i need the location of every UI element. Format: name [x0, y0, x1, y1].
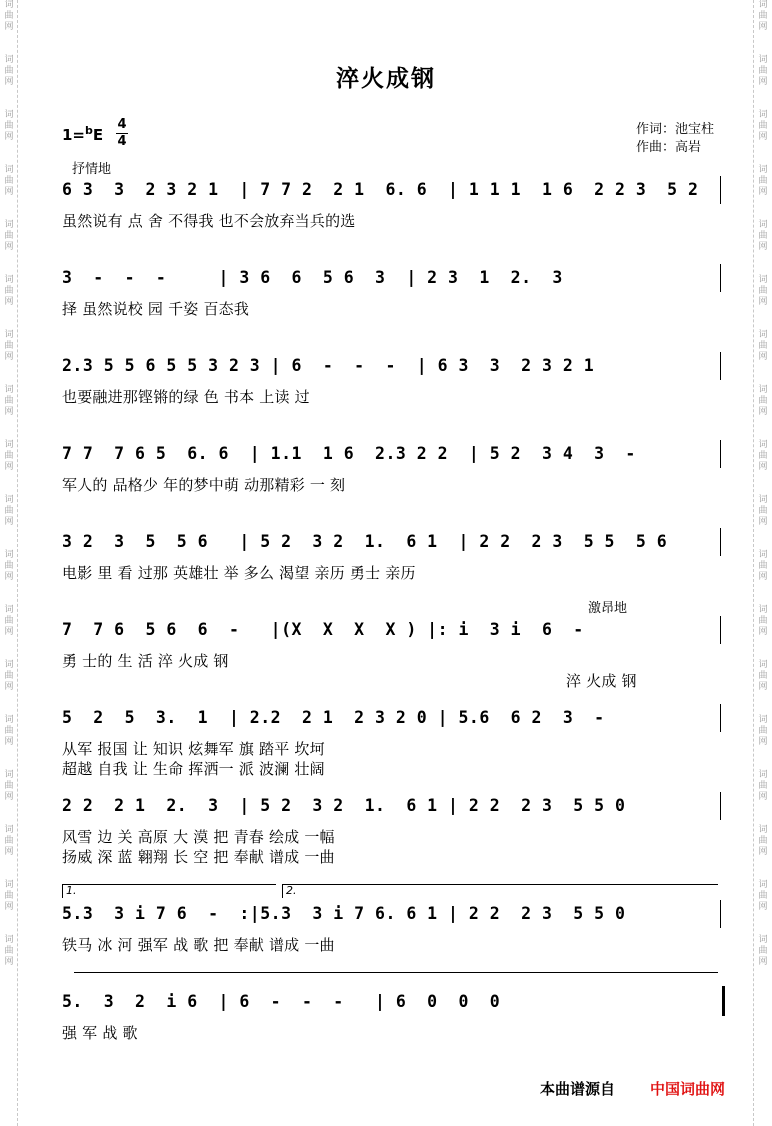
watermark-char: 曲 — [4, 451, 14, 461]
lyrics-line-1: 虽然说有 点 舍 不得我 也不会放弃当兵的选 — [62, 212, 356, 230]
volta-first-edge — [62, 884, 63, 898]
watermark-char: 网 — [4, 77, 14, 87]
volta-second-label: 2. — [286, 884, 297, 897]
watermark-char: 网 — [4, 682, 14, 692]
watermark-char: 词 — [4, 385, 14, 395]
watermark-char: 网 — [4, 187, 14, 197]
volta-first-label: 1. — [66, 884, 77, 897]
watermark-char: 曲 — [758, 616, 768, 626]
watermark-char: 曲 — [758, 836, 768, 846]
barline — [720, 176, 721, 204]
barline — [720, 704, 721, 732]
watermark-char: 曲 — [4, 946, 14, 956]
watermark-char: 曲 — [758, 231, 768, 241]
watermark-char: 词 — [4, 880, 14, 890]
watermark-char: 词 — [4, 330, 14, 340]
watermark-char: 网 — [758, 242, 768, 252]
lyrics-line-7a: 从军 报国 让 知识 炫舞军 旗 踏平 坎坷 — [62, 740, 325, 758]
watermark-char: 曲 — [4, 726, 14, 736]
time-signature-top: 4 — [117, 117, 127, 132]
watermark-char: 网 — [758, 297, 768, 307]
watermark-char: 网 — [4, 847, 14, 857]
watermark-char: 曲 — [4, 396, 14, 406]
watermark-char: 词 — [4, 440, 14, 450]
lyrics-line-2: 择 虽然说校 园 千姿 百态我 — [62, 300, 250, 318]
notation-line-6: 7 7 6 5 6 6 - |(X X X X ) |: i 3 i 6 - — [62, 620, 584, 639]
notation-line-3: 2.3 5 5 6 5 5 3 2 3 | 6 - - - | 6 3 3 2 3 2 1 — [62, 356, 595, 375]
barline — [720, 900, 721, 928]
watermark-char: 曲 — [758, 946, 768, 956]
notation-line-7: 5 2 5 3. 1 | 2.2 2 1 2 3 2 0 | 5.6 6 2 3 - — [62, 708, 605, 727]
left-dashed-border — [17, 0, 18, 1126]
watermark-char: 网 — [758, 902, 768, 912]
watermark-char: 曲 — [4, 671, 14, 681]
watermark-char: 曲 — [4, 11, 14, 21]
watermark-char: 曲 — [758, 891, 768, 901]
watermark-char: 网 — [758, 847, 768, 857]
barline — [720, 440, 721, 468]
notation-line-2: 3 - - - | 3 6 6 5 6 3 | 2 3 1 2. 3 — [62, 268, 563, 287]
watermark-char: 曲 — [4, 561, 14, 571]
watermark-char: 词 — [4, 825, 14, 835]
watermark-char: 词 — [758, 330, 768, 340]
watermark-char: 网 — [758, 187, 768, 197]
notation-line-4: 7 7 7 6 5 6. 6 | 1.1 1 6 2.3 2 2 | 5 2 3 4 3 - — [62, 444, 636, 463]
lyrics-line-5: 电影 里 看 过那 英雄壮 举 多么 渴望 亲历 勇士 亲历 — [62, 564, 416, 582]
watermark-char: 网 — [4, 792, 14, 802]
watermark-char: 词 — [4, 0, 14, 10]
watermark-char: 网 — [758, 352, 768, 362]
watermark-char: 词 — [4, 935, 14, 945]
expression-start: 抒情地 — [72, 162, 112, 177]
watermark-char: 网 — [4, 572, 14, 582]
watermark-char: 网 — [4, 517, 14, 527]
watermark-char: 曲 — [4, 286, 14, 296]
time-signature — [116, 118, 128, 149]
watermark-char: 曲 — [4, 781, 14, 791]
song-title: 淬火成钢 — [336, 66, 436, 92]
final-barline — [722, 986, 725, 1016]
key-prefix: 1= — [62, 126, 86, 144]
watermark-char: 网 — [758, 792, 768, 802]
final-phrase-line — [74, 972, 718, 973]
watermark-char: 网 — [758, 132, 768, 142]
watermark-char: 词 — [758, 385, 768, 395]
notation-line-10: 5. 3 2 i 6 | 6 - - - | 6 0 0 0 — [62, 992, 501, 1011]
watermark-char: 词 — [4, 55, 14, 65]
source-note: 本曲谱源自 — [540, 1080, 616, 1098]
lyrics-line-4: 军人的 品格少 年的梦中萌 动那精彩 一 刻 — [62, 476, 346, 494]
watermark-char: 词 — [758, 825, 768, 835]
watermark-char: 网 — [4, 242, 14, 252]
watermark-char: 曲 — [758, 726, 768, 736]
barline — [720, 528, 721, 556]
lyrics-line-10: 强 军 战 歌 — [62, 1024, 138, 1042]
watermark-char: 网 — [4, 352, 14, 362]
lyrics-line-6b: 淬 火成 钢 — [566, 672, 637, 690]
watermark-char: 网 — [4, 407, 14, 417]
watermark-char: 词 — [758, 220, 768, 230]
watermark-char: 词 — [4, 275, 14, 285]
watermark-char: 网 — [758, 572, 768, 582]
watermark-char: 词 — [758, 110, 768, 120]
watermark-char: 网 — [4, 737, 14, 747]
watermark-char: 曲 — [758, 341, 768, 351]
watermark-char: 网 — [4, 462, 14, 472]
watermark-char: 曲 — [4, 121, 14, 131]
lyrics-line-3: 也要融进那铿锵的绿 色 书本 上读 过 — [62, 388, 310, 406]
notation-line-1: 6 3 3 2 3 2 1 | 7 7 2 2 1 6. 6 | 1 1 1 1 6 2 2 3 5 2 — [62, 180, 699, 199]
notation-line-5: 3 2 3 5 5 6 | 5 2 3 2 1. 6 1 | 2 2 2 3 5 5 5 6 — [62, 532, 668, 551]
flat-sign: b — [85, 124, 93, 137]
watermark-char: 词 — [758, 605, 768, 615]
watermark-right — [756, 0, 770, 1126]
watermark-char: 曲 — [4, 506, 14, 516]
watermark-char: 曲 — [758, 11, 768, 21]
watermark-char: 曲 — [758, 451, 768, 461]
composer-credit: 作曲：高岩 — [636, 140, 702, 155]
barline — [720, 616, 721, 644]
watermark-char: 曲 — [758, 176, 768, 186]
watermark-char: 曲 — [4, 891, 14, 901]
watermark-char: 网 — [4, 132, 14, 142]
lyrics-line-8a: 风雪 边 关 高原 大 漠 把 青春 绘成 一幅 — [62, 828, 335, 846]
barline — [720, 264, 721, 292]
watermark-char: 网 — [758, 517, 768, 527]
watermark-char: 曲 — [4, 341, 14, 351]
watermark-char: 曲 — [758, 66, 768, 76]
lyricist-credit: 作词：池宝柱 — [636, 122, 715, 137]
notation-line-9: 5.3 3 i 7 6 - :|5.3 3 i 7 6. 6 1 | 2 2 2 3 5 5 0 — [62, 904, 626, 923]
watermark-char: 词 — [758, 55, 768, 65]
watermark-left — [2, 0, 16, 1126]
watermark-char: 曲 — [4, 616, 14, 626]
expression-passionate: 激昂地 — [588, 601, 628, 616]
right-dashed-border — [753, 0, 754, 1126]
watermark-char: 词 — [4, 220, 14, 230]
watermark-char: 词 — [758, 0, 768, 10]
watermark-char: 词 — [4, 495, 14, 505]
watermark-char: 网 — [4, 627, 14, 637]
volta-second-edge — [282, 884, 283, 898]
notation-line-8: 2 2 2 1 2. 3 | 5 2 3 2 1. 6 1 | 2 2 2 3 5 5 0 — [62, 796, 626, 815]
watermark-char: 网 — [4, 22, 14, 32]
key-signature — [62, 124, 103, 144]
watermark-char: 网 — [4, 957, 14, 967]
watermark-char: 词 — [4, 550, 14, 560]
watermark-char: 曲 — [758, 506, 768, 516]
watermark-char: 词 — [758, 880, 768, 890]
lyrics-line-7b: 超越 自我 让 生命 挥洒一 派 波澜 壮阔 — [62, 760, 325, 778]
site-link[interactable]: 中国词曲网 — [650, 1080, 726, 1098]
watermark-char: 网 — [758, 22, 768, 32]
watermark-char: 网 — [758, 957, 768, 967]
watermark-char: 网 — [4, 297, 14, 307]
watermark-char: 曲 — [4, 231, 14, 241]
lyrics-line-8b: 扬威 深 蓝 翱翔 长 空 把 奉献 谱成 一曲 — [62, 848, 335, 866]
volta-first-line — [62, 884, 276, 885]
watermark-char: 网 — [758, 627, 768, 637]
watermark-char: 曲 — [4, 176, 14, 186]
watermark-char: 词 — [4, 770, 14, 780]
watermark-char: 网 — [758, 77, 768, 87]
lyrics-line-6a: 勇 士的 生 活 淬 火成 钢 — [62, 652, 229, 670]
volta-second-line — [282, 884, 718, 885]
watermark-char: 曲 — [4, 836, 14, 846]
watermark-char: 曲 — [758, 396, 768, 406]
watermark-char: 曲 — [758, 121, 768, 131]
watermark-char: 词 — [4, 605, 14, 615]
watermark-char: 网 — [758, 737, 768, 747]
watermark-char: 曲 — [758, 781, 768, 791]
time-signature-bottom: 4 — [117, 134, 127, 149]
watermark-char: 词 — [4, 110, 14, 120]
key-note: E — [92, 126, 104, 144]
watermark-char: 曲 — [758, 561, 768, 571]
watermark-char: 词 — [758, 165, 768, 175]
watermark-char: 词 — [758, 275, 768, 285]
watermark-char: 曲 — [758, 671, 768, 681]
barline — [720, 352, 721, 380]
watermark-char: 曲 — [4, 66, 14, 76]
watermark-char: 词 — [758, 550, 768, 560]
lyrics-line-9: 铁马 冰 河 强军 战 歌 把 奉献 谱成 一曲 — [62, 936, 335, 954]
watermark-char: 网 — [4, 902, 14, 912]
watermark-char: 词 — [758, 770, 768, 780]
watermark-char: 词 — [4, 165, 14, 175]
watermark-char: 词 — [758, 660, 768, 670]
watermark-char: 词 — [758, 440, 768, 450]
watermark-char: 词 — [758, 715, 768, 725]
watermark-char: 网 — [758, 462, 768, 472]
watermark-char: 词 — [4, 660, 14, 670]
watermark-char: 网 — [758, 682, 768, 692]
watermark-char: 词 — [4, 715, 14, 725]
watermark-char: 曲 — [758, 286, 768, 296]
barline — [720, 792, 721, 820]
watermark-char: 词 — [758, 495, 768, 505]
watermark-char: 词 — [758, 935, 768, 945]
watermark-char: 网 — [758, 407, 768, 417]
